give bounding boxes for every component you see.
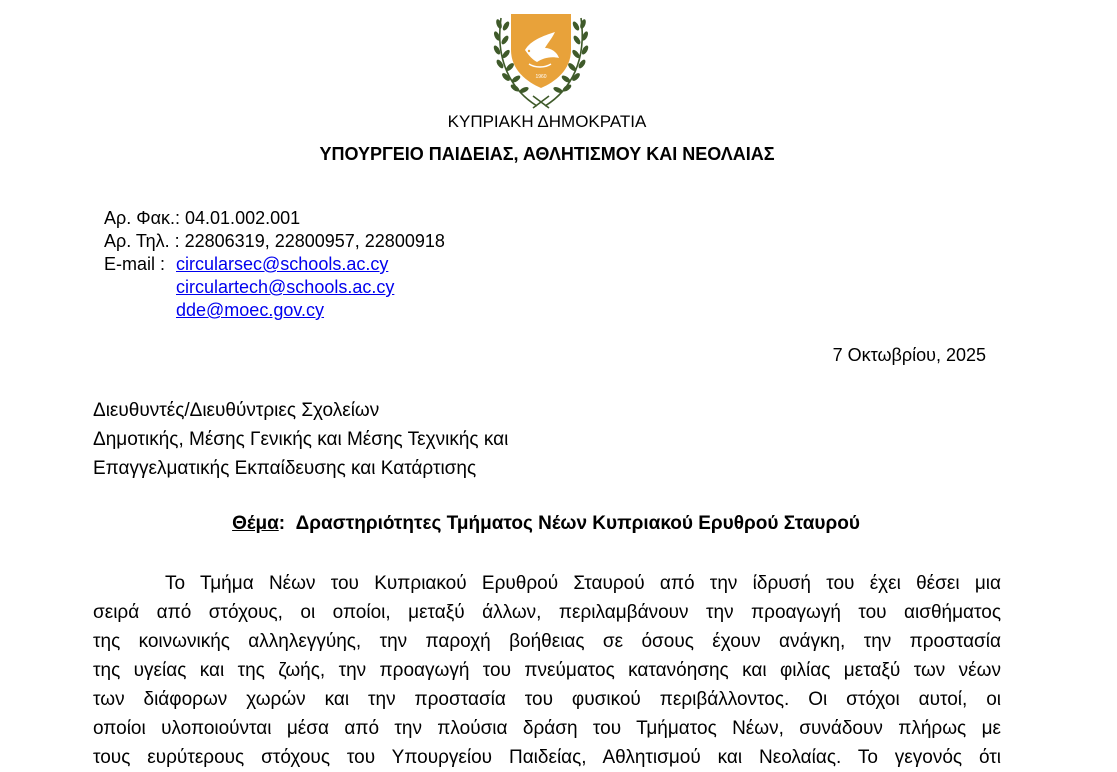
subject-colon: : xyxy=(278,513,296,534)
email-link-circulartech[interactable]: circulartech@schools.ac.cy xyxy=(176,277,395,297)
body-line: τους ευρύτερους στόχους του Υπουργείου Παιδείας, Αθλητισμού και Νεολαίας. Το γεγονός ότι xyxy=(93,747,1001,768)
subject-text: Δραστηριότητες Τμήματος Νέων Κυπριακού Ερυθρού Σταυρού xyxy=(295,513,860,534)
body-line: οποίοι υλοποιούνται μέσα από την πλούσια δράση του Τμήματος Νέων, συνάδουν πλήρως με xyxy=(93,718,1001,739)
phone-numbers: Αρ. Τηλ. : 22806319, 22800957, 22800918 xyxy=(104,231,445,251)
body-line: της υγείας και της ζωής, την προαγωγή του πνεύματος κατανόησης και φιλίας μεταξύ των νέων xyxy=(93,660,1001,681)
email-list xyxy=(176,253,394,322)
recipient-line: Διευθυντές/Διευθύντριες Σχολείων xyxy=(93,400,380,421)
country-name: ΚΥΠΡΙΑΚΗ ΔΗΜΟΚΡΑΤΙΑ xyxy=(447,112,647,131)
email-link-circularsec[interactable]: circularsec@schools.ac.cy xyxy=(176,254,389,274)
body-paragraph xyxy=(93,569,1001,772)
recipient-line: Δημοτικής, Μέσης Γενικής και Μέσης Τεχνικής και xyxy=(93,429,509,450)
letter-date: 7 Οκτωβρίου, 2025 xyxy=(832,345,986,365)
emblem-year: 1960 xyxy=(535,74,547,80)
email-link-dde[interactable]: dde@moec.gov.cy xyxy=(176,300,325,320)
coat-of-arms-emblem xyxy=(489,10,593,110)
reference-block xyxy=(104,207,445,320)
body-line: των διάφορων χωρών και την προστασία του φυσικού περιβάλλοντος. Οι στόχοι αυτοί, οι xyxy=(93,689,1001,710)
file-number: Αρ. Φακ.: 04.01.002.001 xyxy=(104,208,301,228)
ministry-name: ΥΠΟΥΡΓΕΙΟ ΠΑΙΔΕΙΑΣ, ΑΘΛΗΤΙΣΜΟΥ ΚΑΙ ΝΕΟΛΑΙΑΣ xyxy=(319,144,775,164)
body-line: σειρά από στόχους, οι οποίοι, μεταξύ άλλων, περιλαμβάνουν την προαγωγή του αισθήματος xyxy=(93,602,1001,623)
recipients-block xyxy=(93,396,508,483)
body-line: Το Τμήμα Νέων του Κυπριακού Ερυθρού Σταυρού από την ίδρυσή του έχει θέσει μια xyxy=(165,573,1001,594)
subject-line xyxy=(0,513,1092,535)
subject-label: Θέμα xyxy=(232,513,279,534)
recipient-line: Επαγγελματικής Εκπαίδευσης και Κατάρτισης xyxy=(93,458,477,479)
email-label: E-mail : xyxy=(104,254,166,274)
body-line: της κοινωνικής αλληλεγγύης, την παροχή βοήθειας σε όσους έχουν ανάγκη, την προστασία xyxy=(93,631,1001,652)
